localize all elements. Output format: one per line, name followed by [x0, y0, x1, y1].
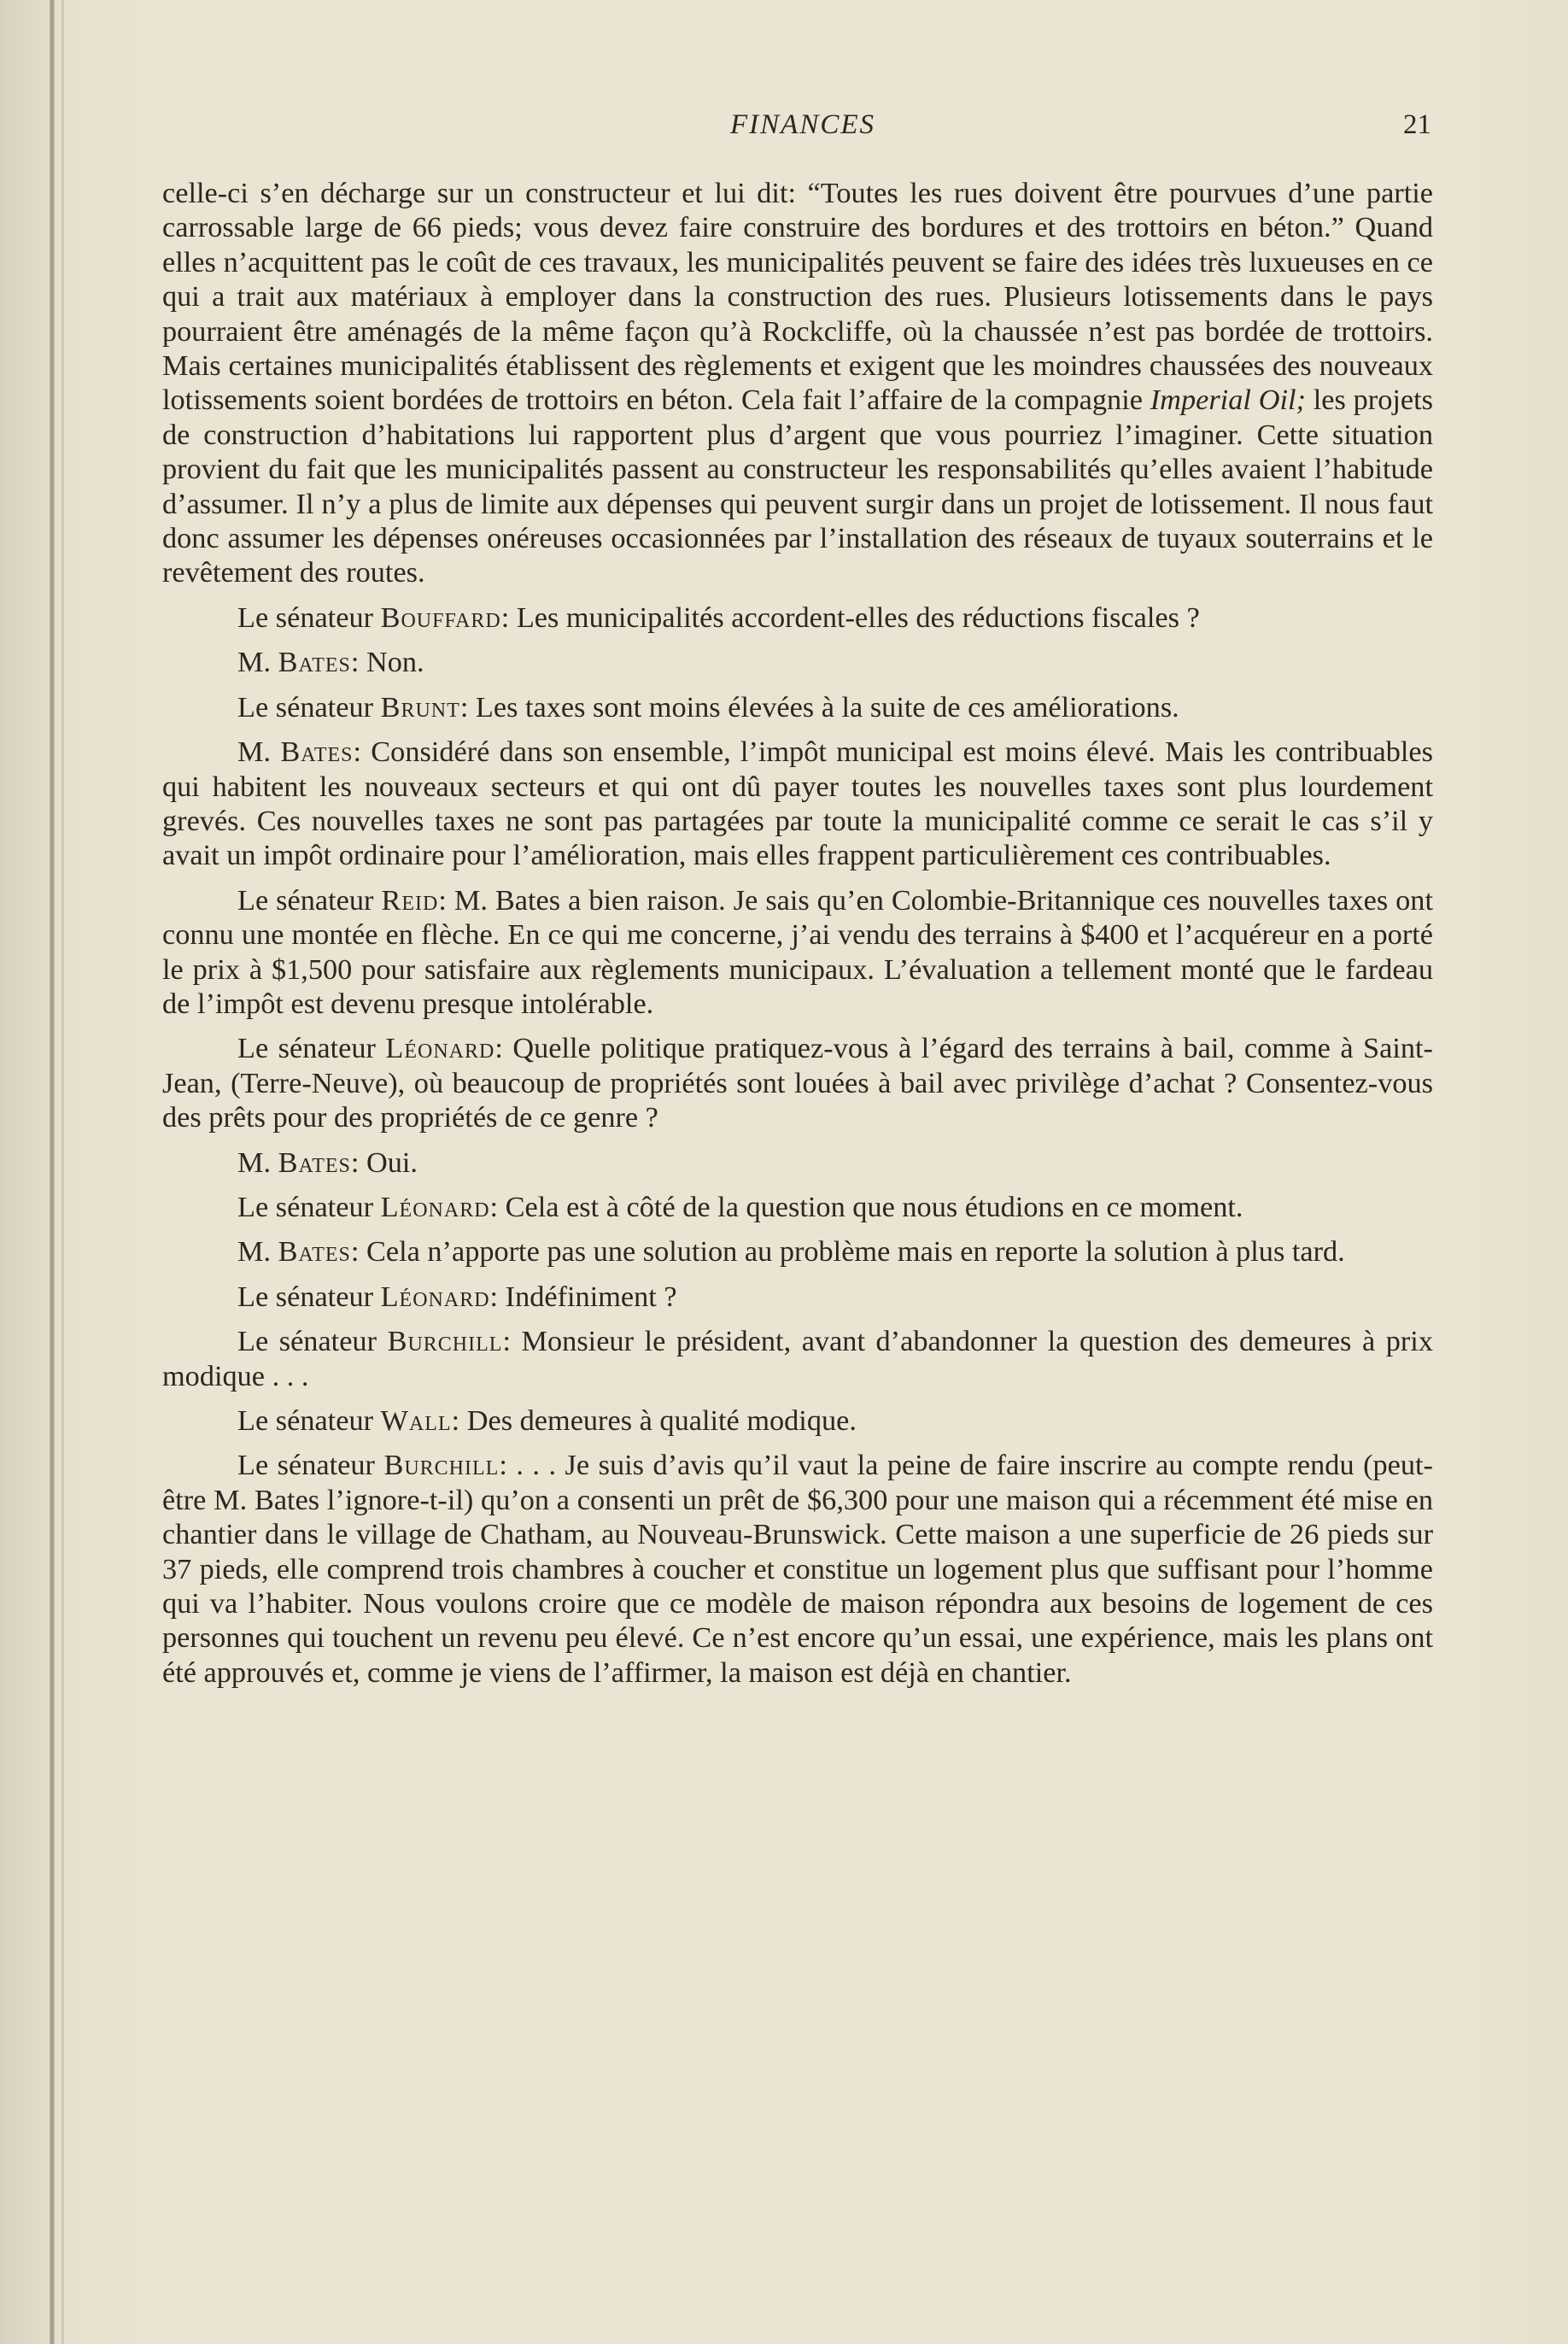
speech-text: : Monsieur le président, avant d’abandonner la question des demeures à prix modique . . . — [162, 1325, 1433, 1392]
speech-text: : Indéfiniment ? — [489, 1280, 677, 1313]
speaker-prefix: Le sénateur — [237, 1190, 381, 1223]
speech-text: : Cela n’apporte pas une solution au problème mais en reporte la solution à plus tard. — [350, 1235, 1345, 1269]
speech-text: : Quelle politique pratiquez-vous à l’égard des terrains à bail, comme à Saint-Jean, (Terre-Neuve), où beaucoup de propriétés sont louées à bail avec privilège d’achat ? Consentez-vous des prêts pour des propriétés de ce genre ? — [162, 1032, 1433, 1134]
speaker-prefix: Le sénateur — [237, 1280, 381, 1313]
speaker-prefix: M. — [237, 1235, 278, 1269]
speech-text: : M. Bates a bien raison. Je sais qu’en Colombie-Britannique ces nouvelles taxes ont connu une montée en flèche. En ce qui me concerne, j’ai vendu des terrains à $400 et l’acquéreur en a porté le prix à $1,500 pour satisfaire aux règlements municipaux. L’évaluation a tellement monté que le fardeau de l’impôt est devenu presque intolérable. — [162, 883, 1433, 1020]
binding-gutter — [50, 0, 55, 2344]
paragraph-continuation — [162, 176, 1433, 590]
speech-paragraph — [162, 601, 1433, 635]
speech-text: : Non. — [350, 646, 424, 679]
speaker-prefix: Le sénateur — [237, 1449, 384, 1482]
speech-paragraph — [162, 1031, 1433, 1134]
page-header — [162, 109, 1443, 152]
speech-text: : Oui. — [350, 1146, 418, 1179]
speech-text: : Les taxes sont moins élevées à la suite de ces améliorations. — [459, 690, 1179, 724]
speaker-prefix: Le sénateur — [237, 1032, 386, 1065]
speech-paragraph — [162, 1403, 1433, 1438]
speaker-name: Bates — [278, 646, 351, 679]
speech-paragraph — [162, 1448, 1433, 1690]
speaker-name: Burchill — [383, 1449, 500, 1482]
speech-paragraph — [162, 735, 1433, 873]
speech-text: : . . . Je suis d’avis qu’il vaut la peine de faire inscrire au compte rendu (peut-être M. Bates l’ignore-t-il) qu’on a consenti un prêt de $6,300 pour une maison qui a récemment été mise en chantier dans le village de Chatham, au Nouveau-Brunswick. Cette maison a une superficie de 26 pieds sur 37 pieds, elle comprend trois chambres à coucher et constitue un logement plus que suffisant pour l’homme qui va l’habiter. Nous voulons croire que ce modèle de maison répondra aux besoins de logement de ces personnes qui touchent un revenu peu élevé. Ce n’est encore qu’un essai, une expérience, mais les plans ont été approuvés et, comme je viens de l’affirmer, la maison est déjà en chantier. — [162, 1449, 1433, 1689]
speaker-prefix: M. — [237, 1146, 278, 1179]
speech-text: : Cela est à côté de la question que nous étudions en ce moment. — [489, 1190, 1243, 1223]
speech-paragraph — [162, 1190, 1433, 1224]
speaker-name: Bates — [278, 1235, 351, 1269]
speaker-name: Reid — [381, 883, 439, 917]
speech-text: : Considéré dans son ensemble, l’impôt municipal est moins élevé. Mais les contribuables qui habitent les nouveaux secteurs et qui ont dû payer toutes les nouvelles taxes sont plus lourdement grevés. Ces nouvelles taxes ne sont pas partagées par toute la municipalité comme ce serait le cas s’il y avait un impôt ordinaire pour l’amélioration, mais elles frappent particulièrement ces contribuables. — [162, 735, 1433, 872]
running-title: FINANCES — [730, 109, 875, 140]
speaker-name: Bouffard — [380, 601, 501, 634]
speaker-name: Burchill — [387, 1325, 503, 1358]
body-text — [162, 176, 1433, 1700]
speaker-name: Léonard — [380, 1190, 490, 1223]
company-name-italic: Imperial Oil; — [1150, 384, 1306, 417]
speech-paragraph — [162, 645, 1433, 679]
speaker-name: Léonard — [385, 1032, 495, 1065]
speaker-prefix: M. — [237, 646, 278, 679]
speech-paragraph — [162, 1280, 1433, 1314]
speaker-name: Brunt — [380, 690, 460, 724]
speaker-prefix: Le sénateur — [237, 883, 382, 917]
speaker-name: Bates — [278, 1146, 351, 1179]
speaker-name: Wall — [380, 1404, 452, 1437]
speech-paragraph — [162, 1234, 1433, 1269]
binding-gutter-edge — [61, 0, 64, 2344]
speaker-prefix: Le sénateur — [237, 601, 381, 634]
page-number: 21 — [1403, 109, 1431, 140]
paragraph-text: celle-ci s’en décharge sur un constructeur et lui dit: “Toutes les rues doivent être pourvues d’une partie carrossable large de 66 pieds; vous devez faire construire des bordures et des trottoirs en béton.” Quand elles n’acquittent pas le coût de ces travaux, les municipalités peuvent se faire des idées très luxueuses en ce qui a trait aux matériaux à employer dans la construction des rues. Plusieurs lotissements dans le pays pourraient être aménagés de la même façon qu’à Rockcliffe, où la chaussée n’est pas bordée de trottoirs. Mais certaines municipalités établissent des règlements et exigent que les moindres chaussées des nouveaux lotissements soient bordées de trottoirs en béton. Cela fait l’affaire de la compagnie — [162, 177, 1433, 417]
speaker-prefix: Le sénateur — [237, 1404, 381, 1437]
speech-text: : Des demeures à qualité modique. — [451, 1404, 857, 1437]
speaker-name: Léonard — [380, 1280, 490, 1313]
speech-paragraph — [162, 690, 1433, 724]
speaker-name: Bates — [280, 735, 354, 769]
speaker-prefix: Le sénateur — [237, 1325, 388, 1358]
paragraph-text: les projets de construction d’habitations lui rapportent plus d’argent que vous pourriez l’imaginer. Cette situation provient du fait que les municipalités passent au constructeur les responsabilités qu’elles avaient l’habitude d’assumer. Il n’y a plus de limite aux dépenses qui peuvent surgir dans un projet de lotissement. Il nous faut donc assumer les dépenses onéreuses occasionnées par l’installation des réseaux de tuyaux souterrains et le revêtement des routes. — [162, 384, 1434, 589]
speaker-prefix: M. — [237, 735, 281, 769]
speech-paragraph — [162, 883, 1433, 1022]
speech-text: : Les municipalités accordent-elles des réductions fiscales ? — [500, 601, 1200, 634]
speaker-prefix: Le sénateur — [237, 690, 381, 724]
speech-paragraph — [162, 1146, 1433, 1180]
speech-paragraph — [162, 1324, 1433, 1393]
